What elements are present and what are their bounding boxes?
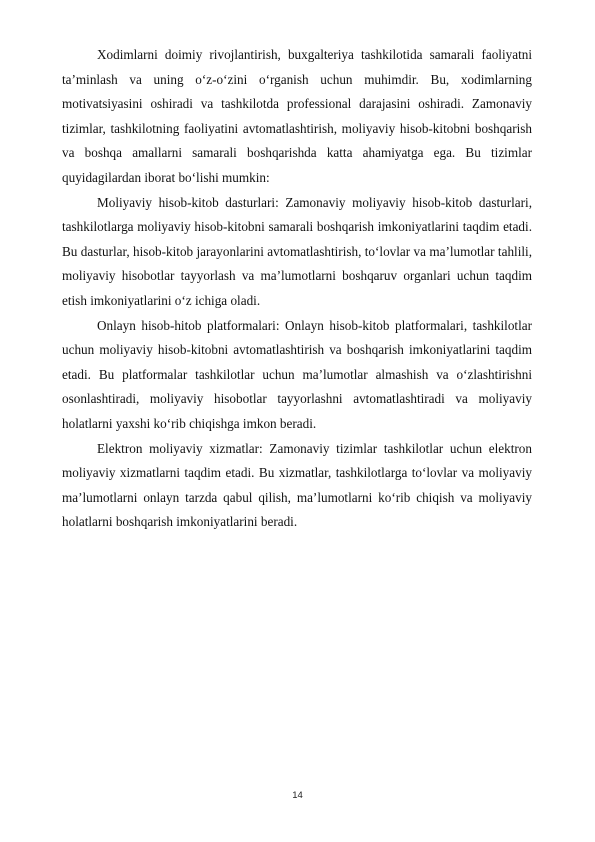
paragraph-online-platforms: Onlayn hisob-hitob platformalari: Onlayn hisob-kitob platformalari, tashkilotlar uchun moliyaviy hisob-kitobni avtomatlashtirish va boshqarish imkoniyatlarini taqdim etadi. Bu platformalar tashkilotlar uchun ma’lumotlar almashish va o‘zlashtirishni osonlashtiradi, moliyaviy hisobotlar tayyorlashni avtomatlashtiradi va moliyaviy holatlarni yaxshi ko‘rib chiqishga imkon beradi.	[62, 317, 532, 431]
document-body	[62, 43, 532, 535]
page-number: 14	[292, 790, 303, 801]
paragraph-accounting-software: Moliyaviy hisob-kitob dasturlari: Zamonaviy moliyaviy hisob-kitob dasturlari, tashkilotlarga moliyaviy hisob-kitobni samarali boshqarish imkoniyatlarini taqdim etadi. Bu dasturlar, hisob-kitob jarayonlarini avtomatlashtirish, to‘lovlar va ma’lumotlar tahlili, moliyaviy hisobotlar tayyorlash va ma’lumotlarni boshqaruv organlari uchun taqdim etish imkoniyatlarini o‘z ichiga oladi.	[62, 194, 532, 308]
paragraph-intro: Xodimlarni doimiy rivojlantirish, buxgalteriya tashkilotida samarali faoliyatni ta’minlash va uning o‘z-o‘zini o‘rganish uchun muhimdir. Bu, xodimlarning motivatsiyasini oshiradi va tashkilotda professional darajasini oshiradi. Zamonaviy tizimlar, tashkilotning faoliyatini avtomatlashtirish, moliyaviy hisob-kitobni boshqarish va boshqa amallarni samarali boshqarishda katta ahamiyatga ega. Bu tizimlar quyidagilardan iborat bo‘lishi mumkin:	[62, 47, 532, 185]
paragraph-electronic-services: Elektron moliyaviy xizmatlar: Zamonaviy tizimlar tashkilotlar uchun elektron moliyaviy xizmatlarni taqdim etadi. Bu xizmatlar, tashkilotlarga to‘lovlar va moliyaviy ma’lumotlarni onlayn tarzda qabul qilish, ma’lumotlarni ko‘rib chiqish va moliyaviy holatlarni boshqarish imkoniyatlarini beradi.	[62, 440, 532, 530]
